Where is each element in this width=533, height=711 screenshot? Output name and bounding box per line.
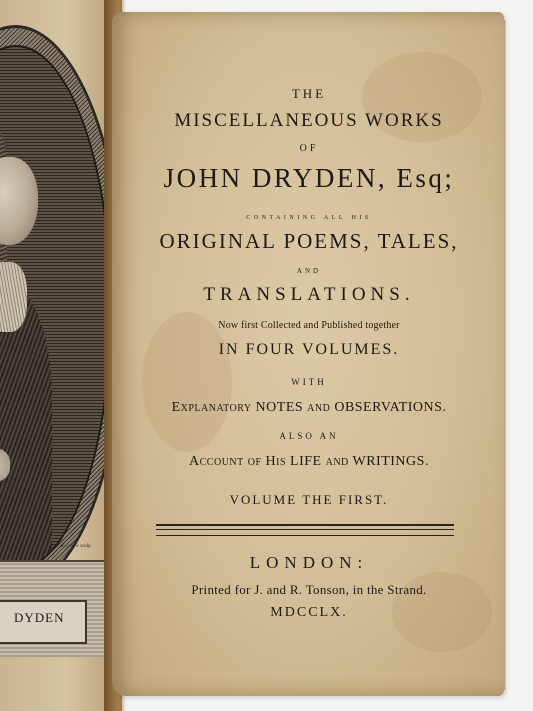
engraver-signature: J. de Leeuw sculp. — [55, 544, 92, 549]
title-now-first-collected: Now first Collected and Published together — [218, 320, 400, 331]
title-original-poems: ORIGINAL POEMS, TALES, — [159, 229, 459, 253]
double-rule-divider — [156, 524, 454, 536]
title-the: THE — [291, 86, 327, 101]
plinth-inscription: DYDEN — [14, 610, 65, 625]
title-account-life: Account of His LIFE and WRITINGS. — [189, 454, 429, 469]
portrait-face — [0, 157, 38, 245]
portrait-cravat — [0, 262, 27, 332]
title-miscellaneous-works: MISCELLANEOUS WORKS — [174, 110, 444, 131]
title-four-volumes: IN FOUR VOLUMES. — [218, 341, 400, 358]
plinth-book — [0, 600, 87, 644]
title-translations: TRANSLATIONS. — [203, 284, 415, 305]
title-containing: containing all his — [246, 212, 372, 221]
imprint-date: MDCCLX. — [270, 605, 348, 620]
title-of: OF — [299, 143, 319, 154]
title-explanatory-notes: Explanatory NOTES and OBSERVATIONS. — [171, 400, 447, 415]
title-volume-first: VOLUME THE FIRST. — [229, 492, 389, 507]
title-with: WITH — [291, 377, 327, 387]
title-and: AND — [296, 267, 322, 275]
title-also-an: ALSO AN — [279, 431, 339, 441]
imprint-london: LONDON: — [249, 553, 369, 572]
title-author-name: JOHN DRYDEN, Esq; — [163, 163, 455, 193]
imprint-printer: Printed for J. and R. Tonson, in the Strand. — [191, 582, 427, 597]
